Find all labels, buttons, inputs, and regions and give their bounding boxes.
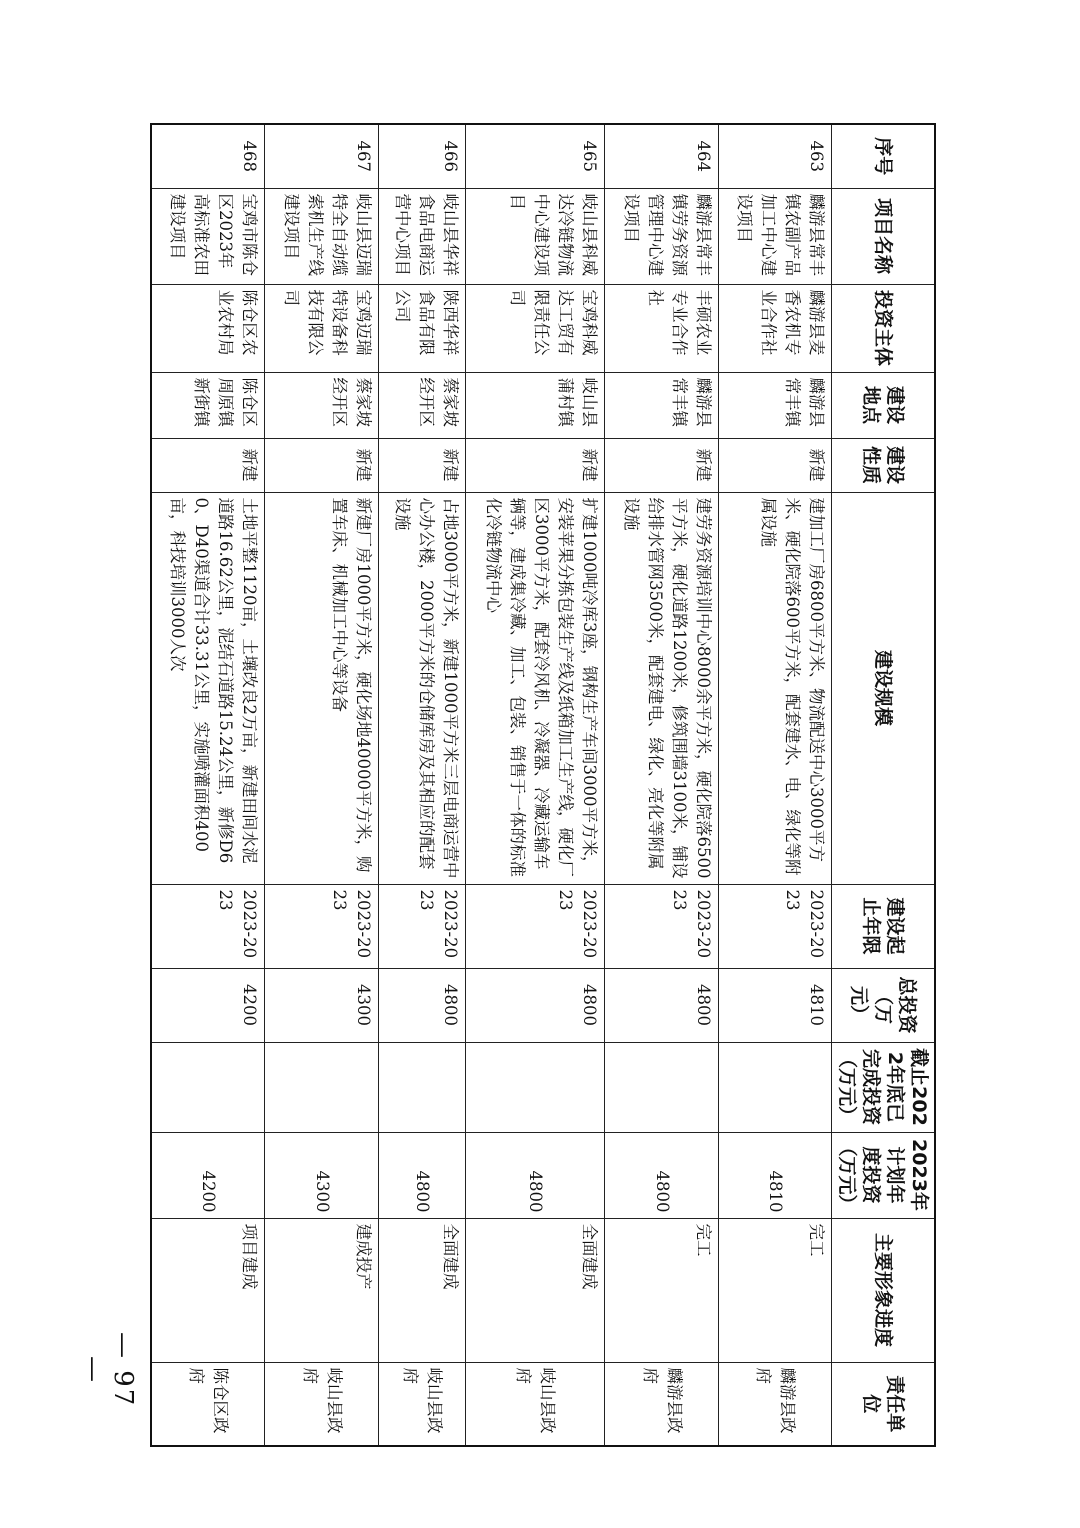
cell-location: 岐山县蒲村镇 — [465, 372, 605, 438]
cell-nature: 新建 — [378, 438, 465, 492]
header-done2022: 截止2022年底已完成投资（万元） — [832, 1042, 936, 1132]
cell-total: 4200 — [151, 968, 265, 1042]
cell-unit: 麟游县政府 — [605, 1362, 718, 1446]
header-unit: 责任单位 — [832, 1362, 936, 1446]
cell-scale: 建劳务资源培训中心8000余平方米，硬化院落6500平方米，硬化道路1200米，修筑围墙3100米，铺设给排水管网3500米，配套建电、绿化、亮化等附属设施 — [605, 492, 718, 884]
cell-done2022 — [605, 1042, 718, 1132]
cell-total: 4800 — [465, 968, 605, 1042]
cell-plan2023: 4300 — [265, 1132, 378, 1218]
cell-scale: 新建厂房1000平方米，硬化场地40000平方米，购置车床、机械加工中心等设备 — [265, 492, 378, 884]
cell-years: 2023-2023 — [151, 884, 265, 968]
header-years: 建设起止年限 — [832, 884, 936, 968]
cell-investor: 宝鸡迈瑞特设备科技有限公司 — [265, 284, 378, 372]
cell-unit: 麟游县政府 — [718, 1362, 831, 1446]
cell-name: 宝鸡市陈仓区2023年高标准农田建设项目 — [151, 188, 265, 284]
cell-years: 2023-2023 — [265, 884, 378, 968]
header-nature: 建设性质 — [832, 438, 936, 492]
cell-done2022 — [465, 1042, 605, 1132]
cell-name: 岐山县科威达冷链物流中心建设项目 — [465, 188, 605, 284]
cell-unit: 岐山县政府 — [465, 1362, 605, 1446]
cell-investor: 麟游县麦香农机专业合作社 — [718, 284, 831, 372]
table-row — [465, 124, 605, 1446]
cell-nature: 新建 — [151, 438, 265, 492]
cell-investor: 陕西华祥食品有限公司 — [378, 284, 465, 372]
cell-seq: 463 — [718, 124, 831, 188]
cell-seq: 468 — [151, 124, 265, 188]
table-row — [378, 124, 465, 1446]
cell-location: 陈仓区周原镇新街镇 — [151, 372, 265, 438]
cell-nature: 新建 — [605, 438, 718, 492]
page-number: — 97 — — [78, 1332, 138, 1408]
table-row — [265, 124, 378, 1446]
cell-total: 4300 — [265, 968, 378, 1042]
cell-scale: 占地3000平方米，新建1000平方米三层电商运营中心办公楼，2000平方米的仓储库房及其相应的配套设施 — [378, 492, 465, 884]
cell-investor: 丰硕农业专业合作社 — [605, 284, 718, 372]
cell-nature: 新建 — [265, 438, 378, 492]
table-row — [151, 124, 265, 1446]
cell-years: 2023-2023 — [465, 884, 605, 968]
cell-total: 4810 — [718, 968, 831, 1042]
cell-name: 岐山县迈瑞特全自动缆索机生产线建设项目 — [265, 188, 378, 284]
cell-years: 2023-2023 — [718, 884, 831, 968]
cell-plan2023: 4810 — [718, 1132, 831, 1218]
cell-total: 4800 — [605, 968, 718, 1042]
cell-name: 麟游县常丰镇农副产品加工中心建设项目 — [718, 188, 831, 284]
cell-scale: 扩建1000吨冷库3座，钢构生产车间3000平方米，安装苹果分拣包装生产线及纸箱加工生产线，硬化厂区3000平方米，配套冷风机、冷凝器、冷藏运输车辆等，建成集冷藏、加工、包装、销售于一体的标准化冷链物流中心 — [465, 492, 605, 884]
cell-progress: 建成投产 — [265, 1218, 378, 1362]
cell-seq: 464 — [605, 124, 718, 188]
table-header-row — [832, 124, 936, 1446]
cell-seq: 465 — [465, 124, 605, 188]
cell-progress: 项目建成 — [151, 1218, 265, 1362]
header-scale: 建设规模 — [832, 492, 936, 884]
cell-investor: 宝鸡科威达工贸有限责任公司 — [465, 284, 605, 372]
cell-location: 麟游县常丰镇 — [718, 372, 831, 438]
cell-years: 2023-2023 — [378, 884, 465, 968]
cell-name: 岐山县华祥食品电商运营中心项目 — [378, 188, 465, 284]
cell-plan2023: 4800 — [378, 1132, 465, 1218]
header-progress: 主要形象进度 — [832, 1218, 936, 1362]
cell-plan2023: 4200 — [151, 1132, 265, 1218]
cell-unit: 岐山县政府 — [378, 1362, 465, 1446]
table-row — [718, 124, 831, 1446]
cell-done2022 — [265, 1042, 378, 1132]
cell-name: 麟游县常丰镇劳务资源管理中心建设项目 — [605, 188, 718, 284]
cell-total: 4800 — [378, 968, 465, 1042]
cell-scale: 土地平整1120亩，土壤改良2万亩，新建田间水泥道路16.62公里，泥结石道路15.24公里，新修D60、D40渠道合计33.31公里，实施喷灌面积400亩，科技培训3000人次 — [151, 492, 265, 884]
table-row — [605, 124, 718, 1446]
cell-location: 蔡家坡经开区 — [265, 372, 378, 438]
cell-seq: 467 — [265, 124, 378, 188]
cell-done2022 — [378, 1042, 465, 1132]
header-name: 项目名称 — [832, 188, 936, 284]
project-table — [150, 123, 936, 1447]
header-location: 建设地点 — [832, 372, 936, 438]
cell-unit: 岐山县政府 — [265, 1362, 378, 1446]
cell-scale: 建加工厂房6800平方米、物流配送中心3000平方米、硬化院落600平方米，配套建水、电、绿化等附属设施 — [718, 492, 831, 884]
cell-progress: 全面建成 — [465, 1218, 605, 1362]
header-seq: 序号 — [832, 124, 936, 188]
cell-location: 蔡家坡经开区 — [378, 372, 465, 438]
cell-investor: 陈仓区农业农村局 — [151, 284, 265, 372]
cell-nature: 新建 — [465, 438, 605, 492]
cell-years: 2023-2023 — [605, 884, 718, 968]
cell-plan2023: 4800 — [465, 1132, 605, 1218]
cell-done2022 — [151, 1042, 265, 1132]
cell-nature: 新建 — [718, 438, 831, 492]
cell-plan2023: 4800 — [605, 1132, 718, 1218]
cell-progress: 完工 — [605, 1218, 718, 1362]
header-total: 总投资（万元） — [832, 968, 936, 1042]
header-investor: 投资主体 — [832, 284, 936, 372]
header-plan2023: 2023年计划年度投资（万元） — [832, 1132, 936, 1218]
cell-progress: 完工 — [718, 1218, 831, 1362]
cell-location: 麟游县常丰镇 — [605, 372, 718, 438]
cell-progress: 全面建成 — [378, 1218, 465, 1362]
cell-unit: 陈仓区政府 — [151, 1362, 265, 1446]
cell-done2022 — [718, 1042, 831, 1132]
cell-seq: 466 — [378, 124, 465, 188]
rotated-table-container — [150, 123, 936, 1434]
